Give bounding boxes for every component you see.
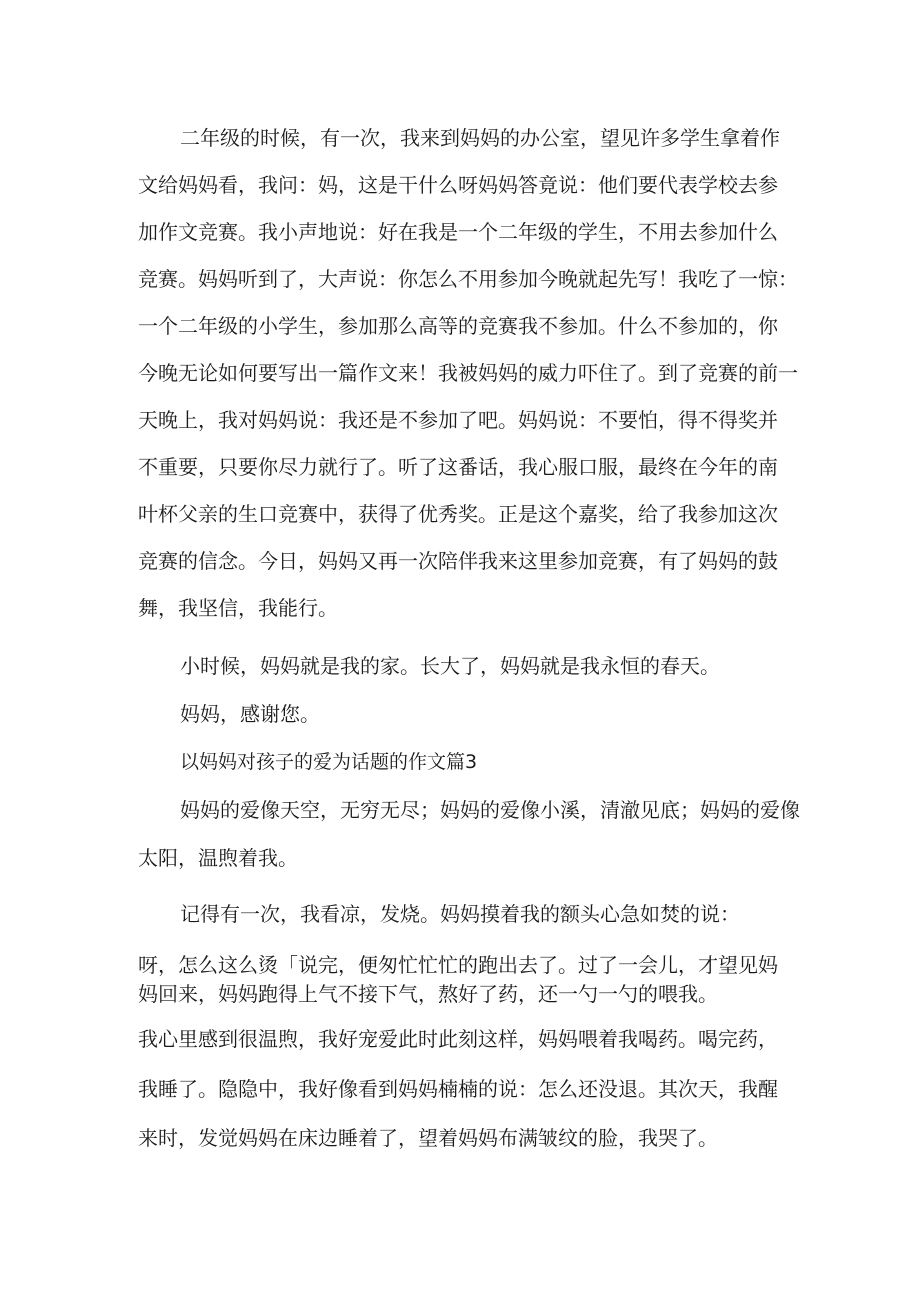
paragraph-1-line-2: 文给妈妈看，我问：妈，这是干什么呀妈妈答竟说：他们要代表学校去参 xyxy=(138,173,778,197)
paragraph-6-line-2: 妈回来，妈妈跑得上气不接下气，熬好了药，还一勺一勺的喂我。 xyxy=(138,982,718,1006)
paragraph-1-line-7: 天晚上，我对妈妈说：我还是不参加了吧。妈妈说：不要怕，得不得奖并 xyxy=(138,408,778,432)
paragraph-7-line-1: 我心里感到很温煦，我好宠爱此时此刻这样，妈妈喂着我喝药。喝完药， xyxy=(138,1027,778,1051)
paragraph-1-line-4: 竞赛。妈妈听到了，大声说：你怎么不用参加今晚就起先写！我吃了一惊： xyxy=(138,267,798,291)
paragraph-4-line-2: 太阳，温煦着我。 xyxy=(138,846,298,870)
paragraph-1-line-10: 竞赛的信念。今日，妈妈又再一次陪伴我来这里参加竞赛，有了妈妈的鼓 xyxy=(138,549,778,573)
paragraph-4-line-1: 妈妈的爱像天空，无穷无尽；妈妈的爱像小溪，清澈见底；妈妈的爱像 xyxy=(180,798,800,822)
paragraph-1-line-3: 加作文竞赛。我小声地说：好在我是一个二年级的学生，不用去参加什么 xyxy=(138,220,778,244)
paragraph-7-line-3: 来时，发觉妈妈在床边睡着了，望着妈妈布满皱纹的脸，我哭了。 xyxy=(138,1126,718,1150)
paragraph-1-line-11: 舞，我坚信，我能行。 xyxy=(138,596,338,620)
paragraph-1-line-9: 叶杯父亲的生口竞赛中，获得了优秀奖。正是这个嘉奖，给了我参加这次 xyxy=(138,502,778,526)
paragraph-5: 记得有一次，我看凉，发烧。妈妈摸着我的额头心急如焚的说： xyxy=(180,902,740,926)
paragraph-7-line-2: 我睡了。隐隐中，我好像看到妈妈楠楠的说：怎么还没退。其次天，我醒 xyxy=(138,1077,778,1101)
paragraph-1-line-8: 不重要，只要你尽力就行了。听了这番话，我心服口服，最终在今年的南 xyxy=(138,455,778,479)
paragraph-3: 妈妈，感谢您。 xyxy=(180,702,320,726)
paragraph-1-line-1: 二年级的时候，有一次，我来到妈妈的办公室，望见许多学生拿着作 xyxy=(180,126,780,150)
paragraph-1-line-5: 一个二年级的小学生，参加那么高等的竞赛我不参加。什么不参加的，你 xyxy=(138,314,778,338)
paragraph-2: 小时候，妈妈就是我的家。长大了，妈妈就是我永恒的春天。 xyxy=(180,654,720,678)
paragraph-1-line-6: 今晚无论如何要写出一篇作文来！我被妈妈的威力吓住了。到了竞赛的前一 xyxy=(138,361,798,385)
paragraph-6-line-1: 呀，怎么这么烫「说完，便匆忙忙忙的跑出去了。过了一会儿，才望见妈 xyxy=(138,953,778,977)
section-heading: 以妈妈对孩子的爱为话题的作文篇3 xyxy=(180,751,478,773)
